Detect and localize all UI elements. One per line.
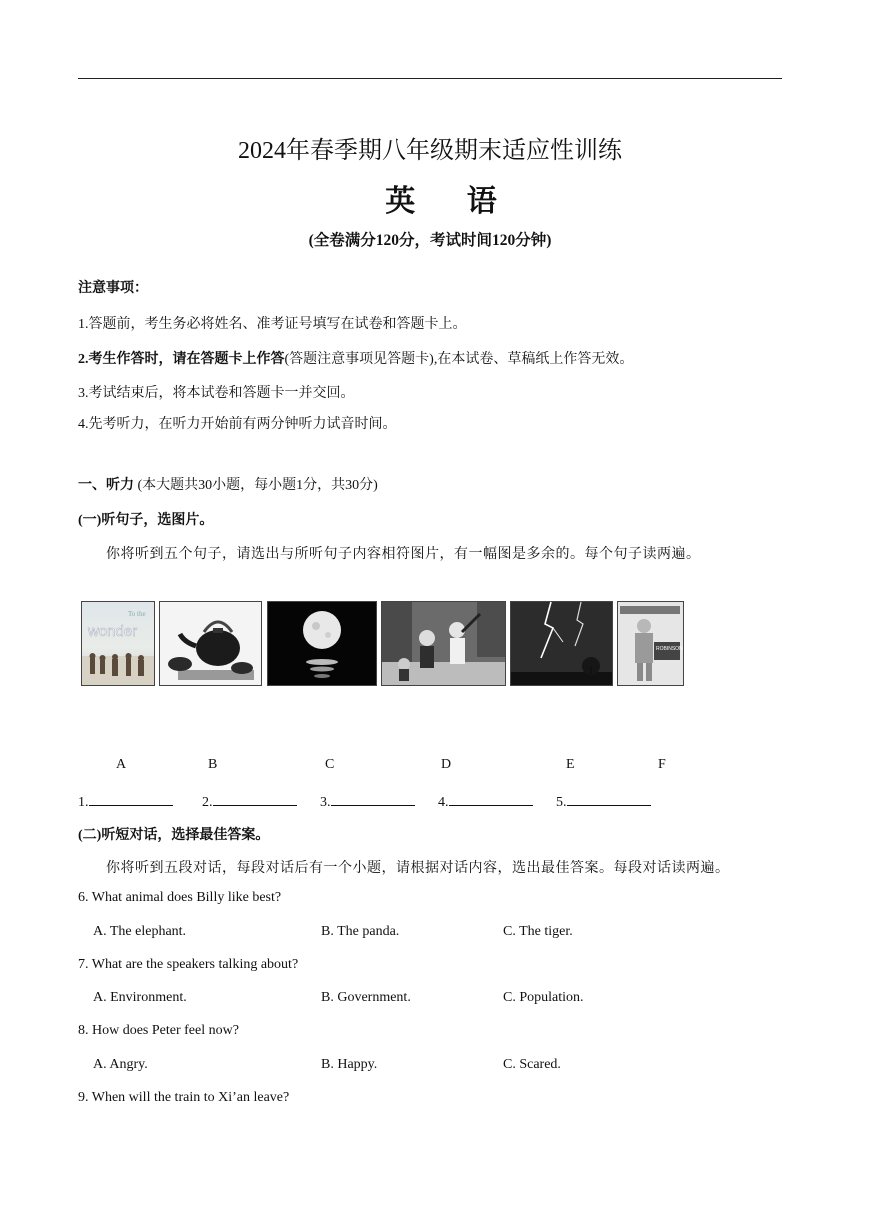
picture-c-moon [267, 601, 377, 686]
answer-line-3[interactable] [331, 791, 415, 806]
section1-title: 一、听力 [78, 478, 134, 493]
cartoon-image [382, 602, 505, 685]
question-6-option-c[interactable]: C. The tiger. [503, 924, 573, 939]
answer-blank-4-number: 4. [438, 795, 449, 810]
crusoe-cover-text: ROBINSON CRUSOE [656, 646, 706, 652]
notice-heading: 注意事项： [78, 281, 148, 296]
wonder-poster-image [82, 602, 154, 685]
part2-heading: (二)听短对话，选择最佳答案。 [78, 828, 270, 843]
picture-d-cartoon [381, 601, 506, 686]
picture-letter-a: A [116, 757, 127, 772]
section1-note: (本大题共30小题，每小题1分，共30分) [134, 478, 378, 493]
answer-blank-4 [438, 791, 533, 811]
question-7-option-c[interactable]: C. Population. [503, 990, 584, 1005]
exam-title: 2024年春季期八年级期末适应性训练 [238, 138, 622, 164]
answer-line-5[interactable] [567, 791, 651, 806]
answer-line-1[interactable] [89, 791, 173, 806]
picture-letter-b: B [208, 757, 218, 772]
notice-item-2-rest: (答题注意事项见答题卡),在本试卷、草稿纸上作答无效。 [284, 352, 634, 367]
question-6-option-a[interactable]: A. The elephant. [93, 924, 187, 939]
question-9: 9. When will the train to Xi’an leave? [78, 1090, 290, 1105]
part1-heading: (一)听句子，选图片。 [78, 513, 214, 528]
picture-letter-c: C [325, 757, 335, 772]
question-7-option-b[interactable]: B. Government. [321, 990, 411, 1005]
part2-instruction: 你将听到五段对话，每段对话后有一个小题，请根据对话内容，选出最佳答案。每段对话读两遍。 [106, 861, 730, 876]
picture-a-wonder [81, 601, 155, 686]
question-8-option-a[interactable]: A. Angry. [93, 1057, 148, 1072]
question-8-option-b[interactable]: B. Happy. [321, 1057, 378, 1072]
answer-blank-2 [202, 791, 297, 811]
answer-line-4[interactable] [449, 791, 533, 806]
notice-item-3: 3.考试结束后，将本试卷和答题卡一并交回。 [78, 386, 355, 401]
picture-letter-e: E [566, 757, 575, 772]
part1-instruction: 你将听到五个句子，请选出与所听句子内容相符图片，有一幅图是多余的。每个句子读两遍。 [106, 547, 701, 562]
section1-heading [78, 474, 378, 494]
answer-blank-1 [78, 791, 173, 811]
question-7: 7. What are the speakers talking about? [78, 957, 299, 972]
notice-item-4: 4.先考听力，在听力开始前有两分钟听力试音时间。 [78, 417, 397, 432]
score-note: (全卷满分120分，考试时间120分钟) [308, 232, 552, 249]
notice-item-1: 1.答题前，考生务必将姓名、准考证号填写在试卷和答题卡上。 [78, 317, 467, 332]
notice-item-2 [78, 348, 633, 368]
question-8: 8. How does Peter feel now? [78, 1023, 239, 1038]
subject-title: 英 语 [385, 185, 519, 218]
wonder-poster-subtitle: To the [128, 610, 146, 618]
question-6-option-b[interactable]: B. The panda. [321, 924, 400, 939]
answer-blank-5 [556, 791, 651, 811]
top-rule [78, 78, 782, 79]
wonder-poster-text: wonder [88, 623, 138, 640]
question-8-option-c[interactable]: C. Scared. [503, 1057, 561, 1072]
answer-blank-1-number: 1. [78, 795, 89, 810]
picture-e-lightning [510, 601, 613, 686]
picture-letter-f: F [658, 757, 666, 772]
answer-blank-2-number: 2. [202, 795, 213, 810]
crusoe-cover-image [618, 602, 706, 685]
question-6: 6. What animal does Billy like best? [78, 890, 282, 905]
question-7-option-a[interactable]: A. Environment. [93, 990, 187, 1005]
teapot-image [160, 602, 261, 685]
moon-image [268, 602, 376, 685]
answer-blank-5-number: 5. [556, 795, 567, 810]
answer-blank-3 [320, 791, 415, 811]
picture-b-teapot [159, 601, 262, 686]
notice-item-2-bold: 2.考生作答时，请在答题卡上作答 [78, 352, 285, 367]
picture-letter-d: D [441, 757, 452, 772]
answer-blank-3-number: 3. [320, 795, 331, 810]
picture-f-robinson-crusoe [617, 601, 706, 686]
lightning-image [511, 602, 612, 685]
answer-line-2[interactable] [213, 791, 297, 806]
